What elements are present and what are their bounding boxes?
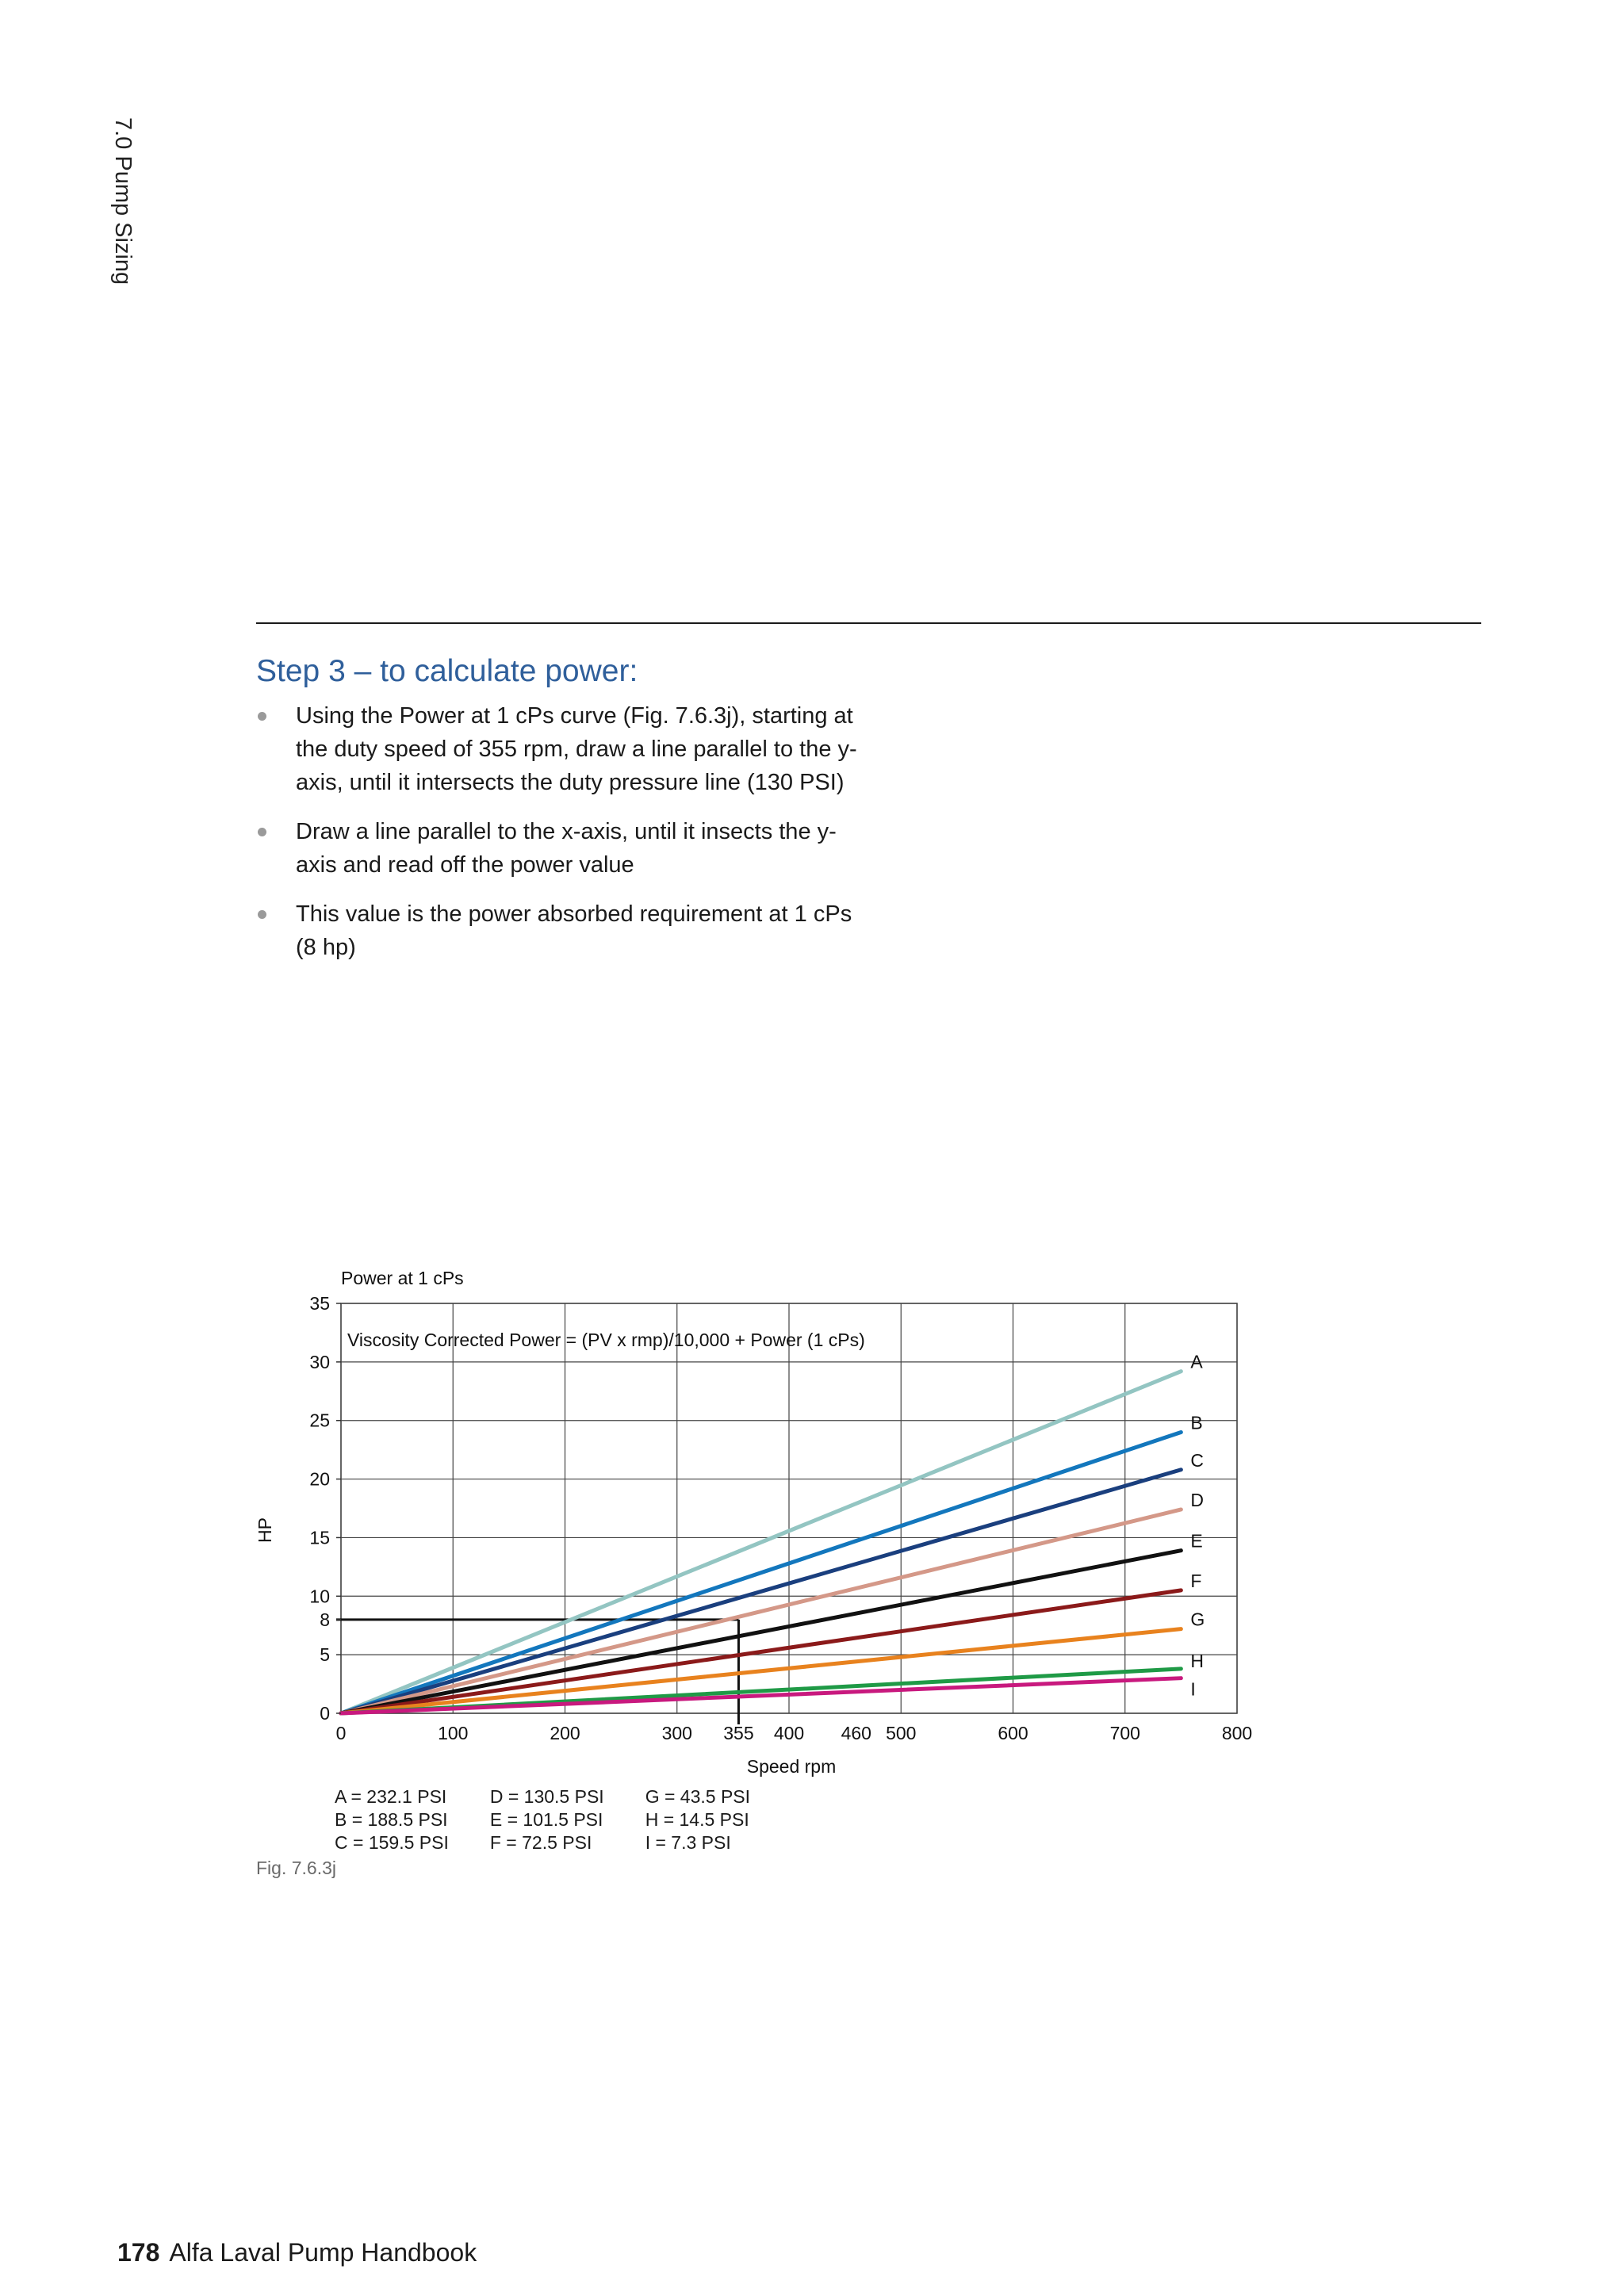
series-label-c: C bbox=[1190, 1449, 1204, 1471]
step-heading: Step 3 – to calculate power: bbox=[256, 654, 638, 688]
legend-column bbox=[645, 1785, 750, 1854]
bullet-dot-icon bbox=[258, 712, 266, 721]
y-axis-label: HP bbox=[255, 1517, 275, 1543]
y-tick-label: 25 bbox=[309, 1410, 330, 1431]
x-tick-label: 700 bbox=[1109, 1723, 1140, 1743]
chart-title: Power at 1 cPs bbox=[341, 1268, 464, 1288]
bullet-dot-icon bbox=[258, 828, 266, 836]
page-footer bbox=[117, 2238, 477, 2267]
legend-entry: G = 43.5 PSI bbox=[645, 1786, 751, 1807]
legend-entry: B = 188.5 PSI bbox=[335, 1809, 448, 1830]
chart-grid bbox=[341, 1303, 1237, 1713]
chart-annotation: Viscosity Corrected Power = (PV x rmp)/10,000 + Power (1 cPs) bbox=[347, 1330, 865, 1350]
x-tick-label: 200 bbox=[550, 1723, 580, 1743]
y-tick-label: 5 bbox=[320, 1644, 330, 1666]
bullet-item bbox=[256, 897, 875, 964]
y-tick-label: 35 bbox=[309, 1293, 330, 1314]
instruction-list bbox=[256, 699, 875, 980]
footer-title: Alfa Laval Pump Handbook bbox=[169, 2238, 477, 2267]
legend-column bbox=[335, 1785, 449, 1854]
x-axis-label: Speed rpm bbox=[746, 1756, 837, 1777]
series-label-i: I bbox=[1190, 1678, 1196, 1700]
bullet-text: This value is the power absorbed requirement at 1 cPs (8 hp) bbox=[296, 901, 852, 960]
y-tick-label: 15 bbox=[309, 1527, 330, 1548]
series-label-g: G bbox=[1190, 1609, 1205, 1630]
page-number: 178 bbox=[117, 2238, 160, 2267]
power-chart bbox=[246, 1257, 1277, 1780]
bullet-item bbox=[256, 699, 875, 799]
x-tick-label: 500 bbox=[886, 1723, 917, 1743]
series-line-a bbox=[341, 1372, 1181, 1713]
x-tick-label: 0 bbox=[335, 1723, 347, 1743]
series-line-e bbox=[341, 1551, 1181, 1713]
x-tick-label: 400 bbox=[773, 1723, 805, 1743]
series-label-e: E bbox=[1190, 1530, 1203, 1552]
x-tick-label: 460 bbox=[841, 1723, 871, 1743]
figure-caption: Fig. 7.6.3j bbox=[256, 1858, 336, 1878]
legend-entry: E = 101.5 PSI bbox=[489, 1809, 603, 1830]
y-tick-label: 8 bbox=[320, 1609, 330, 1630]
series-label-f: F bbox=[1190, 1570, 1202, 1591]
bullet-text: Using the Power at 1 cPs curve (Fig. 7.6.3j), starting at the duty speed of 355 rpm, draw a line parallel to the y-axis, until it intersects the duty pressure line (130 PSI) bbox=[296, 703, 857, 795]
section-label: 7.0 Pump Sizing bbox=[110, 117, 136, 285]
pressure-legend bbox=[335, 1785, 750, 1854]
legend-column bbox=[490, 1785, 604, 1854]
bullet-dot-icon bbox=[258, 910, 266, 919]
legend-entry: C = 159.5 PSI bbox=[335, 1832, 449, 1853]
x-tick-label: 300 bbox=[661, 1723, 692, 1743]
series-label-a: A bbox=[1190, 1351, 1203, 1372]
legend-entry: I = 7.3 PSI bbox=[645, 1832, 731, 1853]
bullet-item bbox=[256, 815, 875, 882]
x-tick-label: 600 bbox=[998, 1723, 1028, 1743]
series-label-b: B bbox=[1190, 1412, 1203, 1433]
x-tick-label: 355 bbox=[723, 1723, 754, 1743]
x-tick-label: 100 bbox=[438, 1723, 469, 1743]
legend-entry: F = 72.5 PSI bbox=[489, 1832, 592, 1853]
y-tick-label: 30 bbox=[309, 1351, 330, 1372]
section-divider bbox=[256, 622, 1481, 624]
chart-series bbox=[341, 1352, 1205, 1713]
bullet-text: Draw a line parallel to the x-axis, until it insects the y-axis and read off the power value bbox=[296, 819, 837, 878]
y-tick-label: 0 bbox=[320, 1703, 330, 1724]
legend-entry: D = 130.5 PSI bbox=[489, 1786, 604, 1807]
legend-entry: A = 232.1 PSI bbox=[335, 1786, 447, 1807]
y-tick-label: 20 bbox=[309, 1468, 330, 1490]
x-tick-label: 800 bbox=[1221, 1723, 1253, 1743]
y-tick-label: 10 bbox=[309, 1586, 330, 1607]
series-label-d: D bbox=[1190, 1489, 1204, 1510]
series-label-h: H bbox=[1190, 1650, 1204, 1671]
legend-entry: H = 14.5 PSI bbox=[645, 1809, 749, 1830]
